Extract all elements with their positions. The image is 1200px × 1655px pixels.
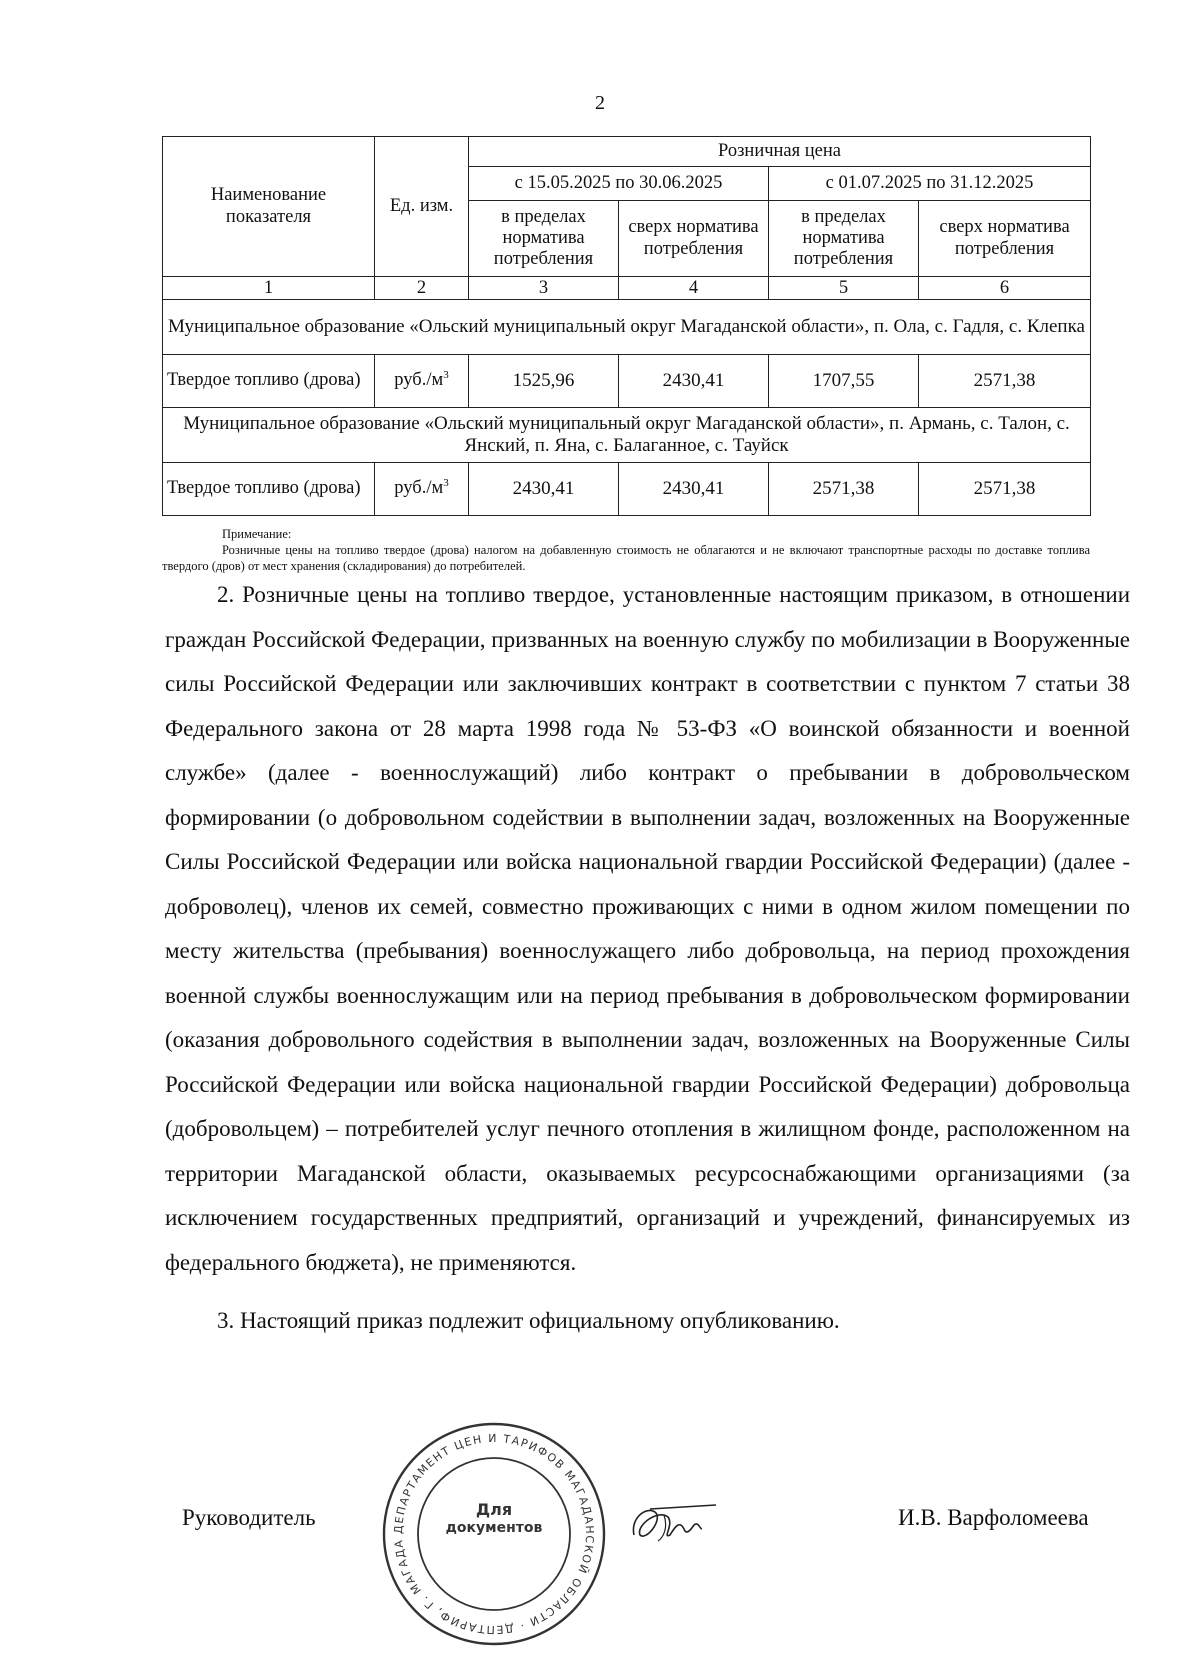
table-row — [163, 463, 1091, 516]
indicator-name: Твердое топливо (дрова) — [163, 355, 375, 408]
page-number: 2 — [595, 92, 605, 114]
paragraph-2: 2. Розничные цены на топливо твердое, установленные настоящим приказом, в отношении граждан Российской Федерации, призванных на военную службу по мобилизации в Вооруженные силы Российской Федерации или заключивших контракт в соответствии с пунктом 7 статьи 38 Федерального закона от 28 марта 1998 года № 53-ФЗ «О воинской обязанности и военной службе» (далее - военнослужащий) либо контракт о пребывании в добровольческом формировании (о добровольном содействии в выполнении задач, возложенных на Вооруженные Силы Российской Федерации или войска национальной гвардии Российской Федерации) (далее - доброволец), членов их семей, совместно проживающих с ними в одном жилом помещении по месту жительства (пребывания) военнослужащего либо добровольца, на период прохождения военной службы военнослужащим или на период пребывания в добровольческом формировании (оказания добровольного содействия в выполнении задач, возложенных на Вооруженные Силы Российской Федерации или войска национальной гвардии Российской Федерации) добровольца (добровольцем) – потребителей услуг печного отопления в жилищном фонде, расположенном на территории Магаданской области, оказываемых ресурсоснабжающими организациями (за исключением государственных предприятий, организаций и учреждений, финансируемых из федерального бюджета), не применяются. — [165, 582, 1130, 1275]
stamp-center-line-2: документов — [445, 1520, 543, 1536]
column-number: 4 — [619, 277, 769, 300]
price-value: 2571,38 — [919, 355, 1091, 408]
unit-text: руб./м — [394, 370, 444, 391]
table-row — [163, 355, 1091, 408]
municipality-heading: Муниципальное образование «Ольский муниципальный округ Магаданской области», п. Ола, с. Гадля, с. Клепка — [163, 300, 1091, 355]
header-retail-price: Розничная цена — [469, 137, 1091, 167]
paragraph-3: 3. Настоящий приказ подлежит официальному опубликованию. — [217, 1308, 840, 1333]
stamp-center-line-1: Для — [475, 1500, 513, 1519]
price-value: 1707,55 — [769, 355, 919, 408]
price-value: 2430,41 — [619, 463, 769, 516]
column-number: 2 — [375, 277, 469, 300]
header-period-2: с 01.07.2025 по 31.12.2025 — [769, 167, 1091, 201]
price-value: 2430,41 — [619, 355, 769, 408]
table-note — [162, 526, 1090, 574]
price-value: 1525,96 — [469, 355, 619, 408]
price-value: 2571,38 — [769, 463, 919, 516]
unit-text: руб./м — [394, 478, 444, 499]
official-stamp — [378, 1418, 610, 1650]
handwritten-signature — [628, 1495, 720, 1561]
signatory-position: Руководитель — [182, 1505, 316, 1530]
header-above-norm-1: сверх норматива потребления — [619, 201, 769, 277]
header-above-norm-2: сверх норматива потребления — [919, 201, 1091, 277]
order-body-text — [165, 573, 1130, 1344]
unit-superscript: 3 — [443, 477, 449, 490]
indicator-name: Твердое топливо (дрова) — [163, 463, 375, 516]
header-within-norm-1: в пределах норматива потребления — [469, 201, 619, 277]
column-number: 6 — [919, 277, 1091, 300]
column-number: 3 — [469, 277, 619, 300]
note-title: Примечание: — [222, 527, 292, 541]
header-indicator-name: Наименование показателя — [163, 137, 375, 277]
price-value: 2571,38 — [919, 463, 1091, 516]
column-number: 5 — [769, 277, 919, 300]
note-text: Розничные цены на топливо твердое (дрова) налогом на добавленную стоимость не облагаются и не включают транспортные расходы по доставке топлива твердого (дров) от мест хранения (складирования) до потребителей. — [162, 543, 1090, 573]
signatory-name: И.В. Варфоломеева — [898, 1505, 1089, 1530]
header-unit: Ед. изм. — [375, 137, 469, 277]
unit-superscript: 3 — [443, 369, 449, 382]
retail-price-table — [162, 136, 1091, 516]
unit-cell — [375, 463, 469, 516]
municipality-heading: Муниципальное образование «Ольский муниципальный округ Магаданской области», п. Армань, с. Талон, с. Янский, п. Яна, с. Балаганное, с. Тауйск — [163, 408, 1091, 463]
stamp-ring-text: ДЕПАРТАМЕНТ ЦЕН И ТАРИФОВ МАГАДАНСКОЙ ОБЛАСТИ · ДЕПТАРИФ, Г. МАГАДА — [391, 1431, 597, 1637]
price-value: 2430,41 — [469, 463, 619, 516]
column-number-row — [163, 277, 1091, 300]
column-number: 1 — [163, 277, 375, 300]
header-period-1: с 15.05.2025 по 30.06.2025 — [469, 167, 769, 201]
header-within-norm-2: в пределах норматива потребления — [769, 201, 919, 277]
unit-cell — [375, 355, 469, 408]
